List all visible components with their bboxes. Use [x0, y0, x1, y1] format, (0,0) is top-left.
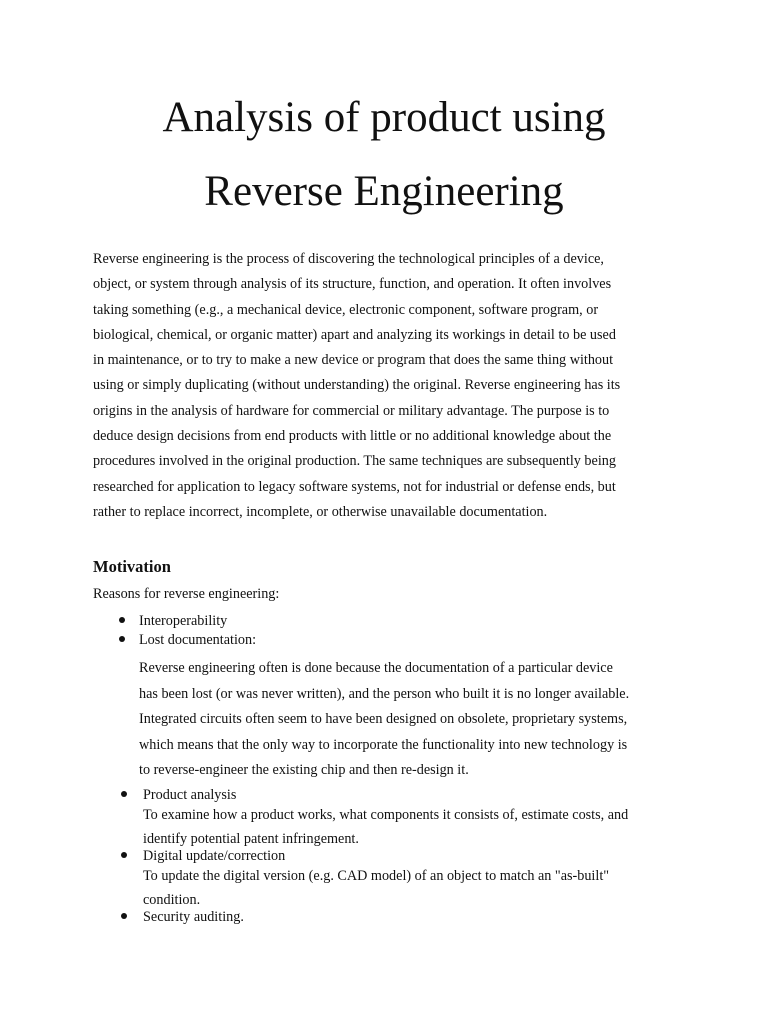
intro-line: rather to replace incorrect, incomplete, or otherwise unavailable documentation.	[93, 503, 548, 520]
bullet-detail-digital-update	[143, 864, 609, 912]
reasons-intro: Reasons for reverse engineering:	[93, 586, 280, 602]
bullet-icon	[121, 913, 127, 919]
detail-line: which means that the only way to incorporate the functionality into new technology is	[139, 736, 628, 753]
detail-line: Integrated circuits often seem to have been designed on obsolete, proprietary systems,	[139, 711, 628, 727]
bullet-item-product-analysis	[143, 786, 236, 804]
intro-paragraph	[93, 247, 693, 525]
bullet-item-security-auditing	[143, 908, 244, 926]
detail-line: to reverse-engineer the existing chip and then re-design it.	[139, 762, 469, 778]
bullet-label: Security auditing.	[143, 909, 244, 925]
detail-line: identify potential patent infringement.	[143, 831, 359, 847]
intro-line: using or simply duplicating (without understanding) the original. Reverse engineering has its	[93, 377, 621, 394]
bullet-label: Product analysis	[143, 787, 237, 803]
intro-line: Reverse engineering is the process of discovering the technological principles of a device,	[93, 251, 604, 267]
document-title-line-2: Reverse Engineering	[204, 168, 564, 215]
bullet-item-digital-update	[143, 847, 285, 865]
intro-line: researched for application to legacy software systems, not for industrial or defense ends, but	[93, 478, 616, 495]
detail-line: has been lost (or was never written), and the person who built it is no longer available.	[139, 685, 630, 702]
detail-line: condition.	[143, 892, 201, 908]
intro-line: object, or system through analysis of its structure, function, and operation. It often involves	[93, 276, 612, 293]
intro-line: biological, chemical, or organic matter) apart and analyzing its workings in detail to be used	[93, 326, 616, 343]
document-title-line-1: Analysis of product using	[162, 94, 606, 141]
intro-line: deduce design decisions from end products with little or no additional knowledge about the	[93, 428, 612, 445]
bullet-detail-lost-documentation	[139, 656, 629, 784]
detail-line: To update the digital version (e.g. CAD model) of an object to match an "as-built"	[143, 868, 610, 884]
bullet-icon	[119, 617, 125, 623]
bullet-item-interoperability	[139, 612, 227, 630]
intro-line: origins in the analysis of hardware for commercial or military advantage. The purpose is to	[93, 402, 610, 419]
intro-line: procedures involved in the original production. The same techniques are subsequently being	[93, 453, 616, 470]
bullet-detail-product-analysis	[143, 803, 628, 851]
detail-line: Reverse engineering often is done because the documentation of a particular device	[139, 660, 613, 676]
bullet-item-lost-documentation	[139, 631, 256, 649]
bullet-label: Interoperability	[139, 613, 228, 629]
detail-line: To examine how a product works, what components it consists of, estimate costs, and	[143, 807, 629, 823]
intro-line: in maintenance, or to try to make a new device or program that does the same thing without	[93, 352, 614, 369]
motivation-heading: Motivation	[93, 557, 171, 576]
intro-line: taking something (e.g., a mechanical device, electronic component, software program, or	[93, 301, 599, 318]
bullet-icon	[119, 636, 125, 642]
bullet-label: Digital update/correction	[143, 848, 286, 864]
bullet-icon	[121, 852, 127, 858]
bullet-icon	[121, 791, 127, 797]
bullet-label: Lost documentation:	[139, 632, 257, 648]
